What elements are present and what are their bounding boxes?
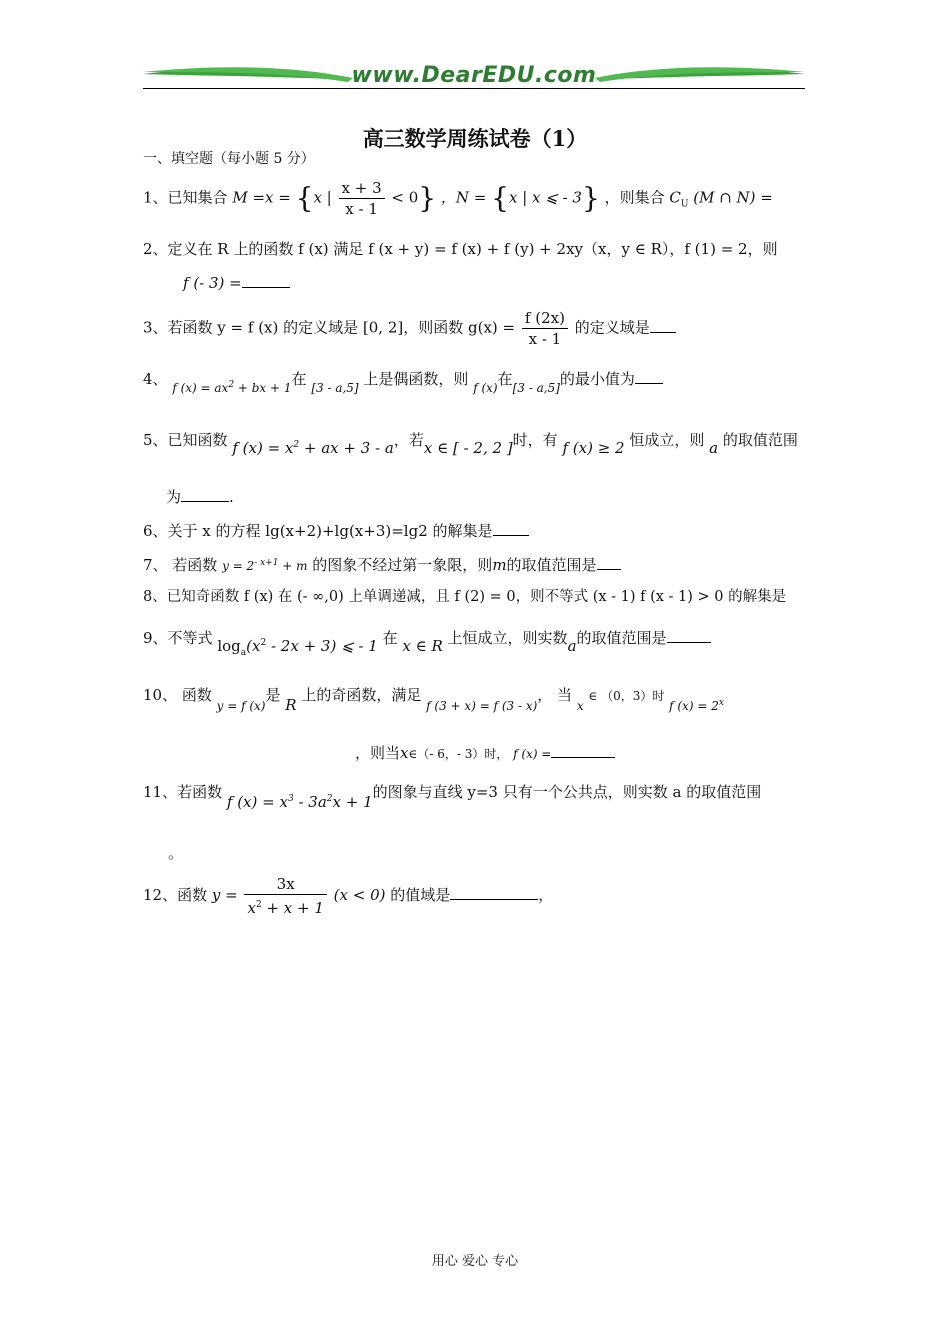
right-brace: } — [418, 181, 437, 215]
answer-blank[interactable] — [242, 273, 290, 288]
q9-log — [217, 637, 378, 658]
q4-fx — [172, 381, 291, 395]
q3-tail: 的定义域是 — [574, 318, 650, 337]
q10-range: ∈ （0，3）时 — [588, 689, 665, 703]
question-8: 8、已知奇函数 f (x) 在 (- ∞,0) 上单调递减，且 f (2) = 0，则不等式 (x - 1) f (x - 1) > 0 的解集是 — [143, 589, 787, 605]
answer-blank[interactable] — [667, 628, 711, 643]
q3-fraction — [522, 308, 568, 349]
q9-expr-sup: 2 — [260, 638, 267, 648]
q11-expr-text: f (x) = x — [226, 793, 288, 811]
q5-tail: 恒成立，则 — [629, 431, 705, 449]
q10-when: ， 当 — [537, 686, 573, 704]
q1-set-n-body: x | x ⩽ - 3 — [508, 188, 582, 207]
q5-a: a — [709, 439, 719, 457]
question-10-line2 — [355, 742, 615, 765]
q7-tail2: 的取值范围是 — [506, 556, 597, 574]
q2-expr: f (- 3) = — [183, 274, 242, 292]
q5-line2-end: . — [229, 488, 234, 506]
q11-lead: 11、若函数 — [143, 783, 223, 801]
q5-if: ，若 — [393, 431, 424, 449]
answer-blank[interactable] — [450, 885, 538, 900]
q9-cond: x ∈ R — [402, 637, 443, 655]
q12-numerator: 3x — [244, 874, 326, 895]
q7-expr — [222, 559, 307, 573]
q7-expr-tail: + m — [278, 559, 308, 573]
question-4 — [143, 366, 663, 395]
q10-fx-text: f (x) = 2 — [669, 699, 719, 713]
question-7 — [143, 552, 621, 577]
q9-tail: 上恒成立，则实数 — [447, 629, 568, 647]
q4-in2: 在 — [497, 370, 513, 388]
question-2-line2 — [183, 272, 290, 294]
q10-mid: 上的奇函数，满足 — [301, 686, 422, 704]
q7-expr-text: y = 2 — [222, 559, 255, 573]
q12-cond: (x < 0) — [333, 886, 386, 904]
q12-den-sup: 2 — [255, 900, 262, 910]
header-banner — [143, 62, 805, 90]
q3-lead: 3、若函数 y = f (x) 的定义域是 [0, 2]，则函数 g(x) = — [143, 318, 516, 337]
q12-denominator — [244, 895, 326, 918]
page-footer: 用心 爱心 专心 — [431, 1254, 519, 1269]
q5-line2: 为 — [166, 488, 182, 506]
header-rule — [143, 88, 805, 89]
q10-is: 是 — [265, 686, 281, 704]
answer-blank[interactable] — [650, 318, 676, 333]
q1-tail: ，则集合 — [604, 188, 665, 207]
question-2: 2、定义在 R 上的函数 f (x) 满足 f (x + y) = f (x) + f (y) + 2xy（x，y ∈ R），f (1) = 2，则 — [143, 240, 778, 258]
q9-expr: (x — [246, 637, 261, 655]
q4-fx-tail: + bx + 1 — [234, 381, 292, 395]
page-title: 高三数学周练试卷（1） — [362, 126, 588, 151]
q12-lead: 12、函数 — [143, 886, 208, 904]
q11-tail-expr: x + 1 — [332, 793, 373, 811]
q12-end: ， — [538, 886, 554, 904]
q10-line2c: f (x) = — [513, 747, 552, 761]
q1-lead: 1、已知集合 — [143, 188, 228, 207]
q9-log-text: log — [217, 637, 241, 655]
q4-tail: 的最小值为 — [559, 370, 635, 388]
q5-fx-text: f (x) = x — [232, 439, 294, 457]
q10-line2a: ，则当 — [355, 744, 401, 762]
q5-fx — [232, 439, 394, 457]
q3-numerator: f (2x) — [522, 308, 568, 329]
q1-denominator: x - 1 — [345, 200, 378, 218]
q12-den-a: x — [247, 899, 256, 917]
right-brace: } — [581, 181, 600, 215]
answer-blank[interactable] — [597, 555, 621, 570]
brand-text[interactable]: www.DearEDU.com — [351, 63, 597, 88]
q11-mid: - 3a — [293, 793, 327, 811]
q7-expr-sup: - x+1 — [254, 558, 279, 568]
q12-y: y = — [211, 886, 238, 904]
q7-lead: 7、 若函数 — [143, 556, 218, 574]
q10-fx-sup: x — [718, 698, 724, 708]
question-11-line2: 。 — [168, 844, 184, 862]
answer-blank[interactable] — [493, 521, 529, 536]
q5-when: 时，有 — [512, 431, 558, 449]
question-5 — [143, 426, 798, 457]
q10-fx — [669, 699, 724, 713]
question-5-line2 — [166, 486, 234, 508]
question-1 — [143, 178, 773, 219]
q9-a: a — [567, 637, 577, 655]
q10-expr: y = f (x) — [216, 699, 266, 713]
q9-tail2: 的取值范围是 — [576, 629, 667, 647]
question-9 — [143, 624, 711, 656]
q1-set-m: M =x = — [232, 188, 291, 207]
q1-set-n: ，N = — [440, 188, 487, 207]
q1-x: x | — [313, 188, 332, 207]
q1-complement: C — [669, 188, 681, 207]
q4-fx-text: f (x) = ax — [172, 381, 229, 395]
q10-lead: 10、 函数 — [143, 686, 212, 704]
answer-blank[interactable] — [551, 743, 615, 758]
q5-fx-tail: + ax + 3 - a — [299, 439, 394, 457]
q1-inequality: < 0 — [391, 188, 419, 207]
q12-fraction — [244, 874, 326, 918]
q9-expr-tail: - 2x + 3) ⩽ - 1 — [266, 637, 378, 655]
question-3 — [143, 308, 676, 349]
q9-in: 在 — [382, 629, 398, 647]
q11-expr — [227, 793, 373, 811]
q10-line2b: ∈（- 6，- 3）时， — [408, 747, 509, 761]
q5-lead: 5、已知函数 — [143, 431, 228, 449]
q4-lead: 4、 — [143, 370, 168, 388]
question-10 — [143, 682, 724, 714]
q1-expr: (M ∩ N) = — [693, 188, 773, 207]
q9-lead: 9、不等式 — [143, 629, 213, 647]
question-12 — [143, 874, 553, 918]
q12-tail: 的值域是 — [390, 886, 451, 904]
q1-complement-sub: U — [680, 199, 689, 210]
q12-den-b: + x + 1 — [261, 899, 324, 917]
left-brace: { — [295, 181, 314, 215]
q4-mid: 上是偶函数，则 — [363, 370, 469, 388]
answer-blank[interactable] — [635, 369, 663, 384]
q11-tail: 的图象与直线 y=3 只有一个公共点，则实数 a 的取值范围 — [372, 783, 762, 801]
q4-fx-sup: 2 — [228, 380, 235, 390]
q9-log-sub: a — [240, 648, 247, 658]
q11-sup2: 2 — [326, 794, 333, 804]
q5-cond: x ∈ [ - 2, 2 ] — [423, 439, 513, 457]
q7-tail: 的图象不经过第一象限，则 — [312, 556, 493, 574]
q6-text: 6、关于 x 的方程 lg(x+2)+lg(x+3)=lg2 的解集是 — [143, 522, 493, 540]
q5-fx-sup: 2 — [293, 440, 300, 450]
q10-line2x: x — [400, 744, 409, 762]
q7-m: m — [492, 556, 507, 574]
q10-eq: f (3 + x) = f (3 - x) — [426, 699, 538, 713]
q10-r: R — [285, 696, 297, 714]
left-brace: { — [491, 181, 509, 215]
q4-fx2: f (x) — [473, 381, 498, 395]
q11-sup1: 3 — [287, 794, 294, 804]
answer-blank[interactable] — [181, 487, 229, 502]
q5-ineq: f (x) ≥ 2 — [562, 439, 625, 457]
question-11 — [143, 778, 762, 811]
question-6 — [143, 520, 529, 542]
q3-denominator: x - 1 — [528, 330, 562, 348]
section-heading: 一、填空题（每小题 5 分） — [143, 151, 315, 167]
q1-numerator: x + 3 — [339, 178, 385, 199]
q4-interval2: [3 - a,5] — [512, 381, 560, 395]
q4-in: 在 — [291, 370, 307, 388]
q4-interval: [3 - a,5] — [311, 381, 359, 395]
q10-x: x — [576, 699, 584, 713]
q1-fraction — [339, 178, 385, 219]
q5-tail2: 的取值范围 — [722, 431, 798, 449]
